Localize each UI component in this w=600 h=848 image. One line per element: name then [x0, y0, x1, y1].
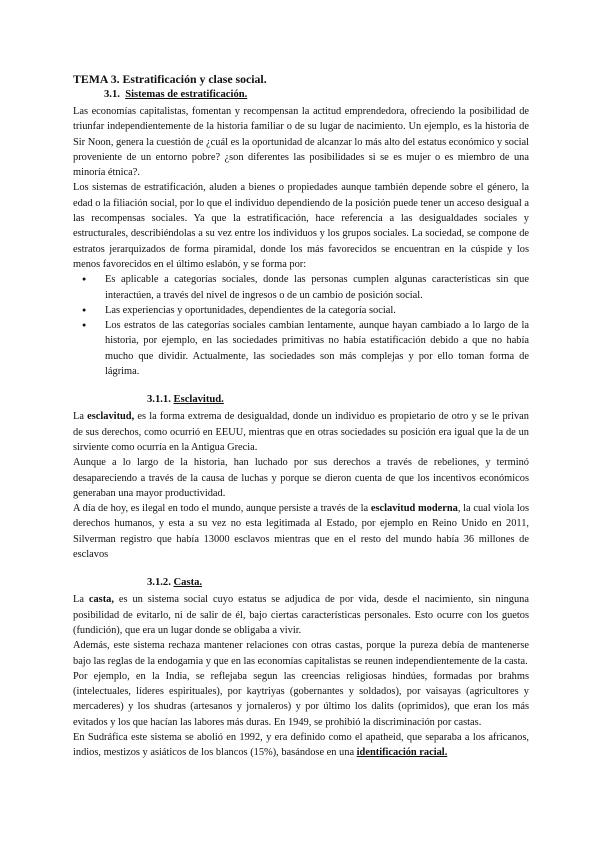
paragraph: La casta, es un sistema social cuyo estatus se adjudica de por vida, desde el nacimiento, sin ninguna posibilidad de evitarlo, ni de salir de él, bajo ciertas características personales. Esto ocurre con los guetos (fundición), que era un lugar donde se obligaba a vivir.: [73, 594, 529, 636]
section-title: Esclavitud.: [173, 394, 224, 406]
document-page: [73, 71, 529, 761]
paragraph: Además, este sistema rechaza mantener relaciones con otras castas, porque la pureza debía de mantenerse bajo las reglas de la endogamia y que en las economías capitalistas se reunen independientemente de la casta.: [73, 640, 529, 667]
bold-term: identificación racial.: [356, 747, 448, 759]
paragraph: La esclavitud, es la forma extrema de desigualdad, donde un individuo es propietario de otro y se le privan de sus derechos, como ocurrió en EEUU, mientras que en otras sociedades su posición era igual que la de un sirviente como ocurría en la Antigua Grecia.: [73, 411, 529, 453]
section-heading-3-1-1: [73, 393, 529, 407]
bullet-list: [73, 272, 529, 379]
paragraph: A día de hoy, es ilegal en todo el mundo, aunque persiste a través de la esclavitud moderna, la cual viola los derechos humanos, y esta a su vez no esta legitimada al Estado, por ejemplo en Reino Unido en 2011, Silverman registro que había 13000 esclavos mientras que en el resto del mundo había 36 millones de esclavos: [73, 503, 530, 561]
section-number: 3.1.1.: [147, 394, 171, 406]
paragraph: Los sistemas de estratificación, aluden a bienes o propiedades aunque también depende sobre el género, la edad o la filiación social, por lo que el individuo dependiendo de la posición puede tener un acceso desigual a las recompensas sociales. Ya que la estratificación, hace referencia a las desigualdades sociales y estructurales, describiéndolas a su vez entre los individuos y los grupos sociales. La sociedad, se compone de estratos jerarquizados de forma piramidal, donde los más favorecidos se encuentran en la cúspide y los menos favorecidos en el último eslabón, y se forma por:: [73, 182, 529, 270]
bold-term: casta,: [88, 594, 114, 606]
paragraph: Las economías capitalistas, fomentan y recompensan la actitud emprendedora, ofreciendo la posibilidad de triunfar independientemente de la historia familiar o de su lugar de nacimiento. Un ejemplo, es la historia de Sir Noon, genera la cuestión de ¿cuál es la oportunidad de alcanzar lo más alto del estatus económico y social proveniente de un entorno pobre? ¿son diferentes las posibilidades si se es mujer o es miembro de una minoría étnica?.: [73, 106, 529, 179]
section-title: Casta.: [173, 577, 203, 589]
section-title: Sistemas de estratificación.: [125, 89, 248, 100]
list-item: ● Las experiencias y oportunidades, dependientes de la categoría social.: [103, 303, 529, 318]
bold-term: esclavitud,: [87, 411, 135, 423]
section-number: 3.1.2.: [147, 577, 171, 589]
page-title: TEMA 3. Estratificación y clase social.: [73, 72, 267, 86]
paragraph: Por ejemplo, en la India, se reflejaba segun las creencias religiosas hindúes, formadas por brahms (intelectuales, líderes espirituales), por kaytriyas (gobernantes y soldados), por vaisayas (agricultores y mercaderes) y los shudras (artesanos y jornaleros) y por último los dalits (oprimidos), que eran los más evitados y los que hacían las labores más duras. En 1949, se prohibió la discriminación por castas.: [73, 670, 529, 728]
section-heading-3-1-2: [73, 576, 529, 590]
list-item: ● Es aplicable a categorías sociales, donde las personas cumplen algunas características sin que interactúen, a través del nivel de ingresos o de un cambio de posición social.: [103, 272, 529, 303]
bold-term: esclavitud moderna: [370, 503, 458, 515]
list-item: ● Los estratos de las categorías sociales cambian lentamente, aunque hayan cambiado a lo largo de la historia, por ejemplo, en las sociedades primitivas no había estatificación debido a que no había mucho que dividir. Actualmente, las sociedades son más complejas y por ello toman forma de lágrima.: [103, 318, 529, 379]
paragraph: En Sudráfica este sistema se abolió en 1992, y era definido como el apatheid, que separaba a los africanos, indios, mestizos y asiáticos de los blancos (15%), basándose en una identificación racial.: [73, 731, 529, 759]
section-heading-3-1: [73, 88, 529, 102]
paragraph: Aunque a lo largo de la historia, han luchado por sus derechos a través de rebeliones, y terminó desapareciendo a través de la causa de luchas y porque se dieron cuenta de que los incentivos económicos generaban una mayor productividad.: [73, 457, 529, 499]
section-number: 3.1.: [104, 89, 120, 100]
